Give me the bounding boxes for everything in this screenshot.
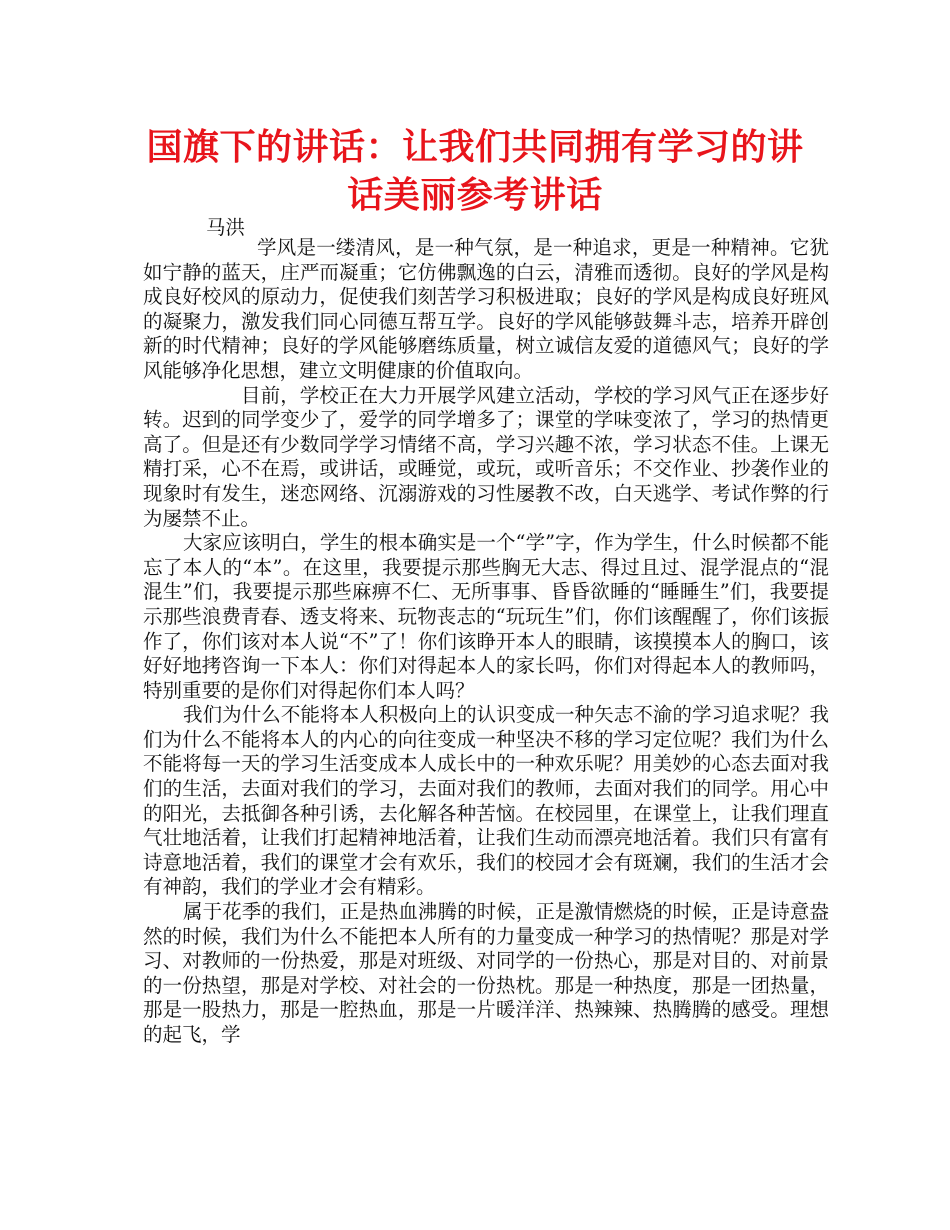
paragraph-2: 目前，学校正在大力开展学风建立活动，学校的学习风气正在逐步好转。迟到的同学变少了，爱学的同学增多了；课堂的学味变浓了，学习的热情更高了。但是还有少数同学学习情绪不高，学习兴趣不浓，学习状态不佳。上课无精打采，心不在焉，或讲话，或睡觉，或玩，或听音乐；不交作业、抄袭作业的现象时有发生，迷恋网络、沉溺游戏的习性屡教不改，白天逃学、考试作弊的行为屡禁不止。 xyxy=(143,383,829,530)
paragraph-4: 我们为什么不能将本人积极向上的认识变成一种矢志不渝的学习追求呢？我们为什么不能将本人的内心的向往变成一种坚决不移的学习定位呢？我们为什么不能将每一天的学习生活变成本人成长中的一种欢乐呢？用美妙的心态去面对我们的生活，去面对我们的学习，去面对我们的教师，去面对我们的同学。用心中的阳光，去抵御各种引诱，去化解各种苦恼。在校园里，在课堂上，让我们理直气壮地活着，让我们打起精神地活着，让我们生动而漂亮地活着。我们只有富有诗意地活着，我们的课堂才会有欢乐，我们的校园才会有斑斓，我们的生活才会有神韵，我们的学业才会有精彩。 xyxy=(143,703,829,899)
author-name: 马洪 xyxy=(206,216,246,239)
paragraph-3: 大家应该明白，学生的根本确实是一个“学”字，作为学生，什么时候都不能忘了本人的“本”。在这里，我要提示那些胸无大志、得过且过、混学混点的“混混生”们，我要提示那些麻痹不仁、无所事事、昏昏欲睡的“睡睡生”们，我要提示那些浪费青春、透支将来、玩物丧志的“玩玩生”们，你们该醒醒了，你们该振作了，你们该对本人说“不”了！你们该睁开本人的眼睛，该摸摸本人的胸口，该好好地拷咨询一下本人：你们对得起本人的家长吗，你们对得起本人的教师吗，特别重要的是你们对得起你们本人吗？ xyxy=(143,531,829,702)
document-title xyxy=(130,124,820,220)
title-line-2: 话美丽参考讲话 xyxy=(347,175,603,216)
title-line-1: 国旗下的讲话：让我们共同拥有学习的讲 xyxy=(146,127,804,168)
paragraph-1: 学风是一缕清风，是一种气氛，是一种追求，更是一种精神。它犹如宁静的蓝天，庄严而凝重；它仿佛飘逸的白云，清雅而透彻。良好的学风是构成良好校风的原动力，促使我们刻苦学习积极进取；良好的学风是构成良好班风的凝聚力，激发我们同心同德互帮互学。良好的学风能够鼓舞斗志，培养开辟创新的时代精神；良好的学风能够磨练质量，树立诚信友爱的道德风气；良好的学风能够净化思想，建立文明健康的价值取向。 xyxy=(143,236,829,382)
paragraph-5: 属于花季的我们，正是热血沸腾的时候，正是激情燃烧的时候，正是诗意盎然的时候，我们为什么不能把本人所有的力量变成一种学习的热情呢？那是对学习、对教师的一份热爱，那是对班级、对同学的一份热心，那是对目的、对前景的一份热望，那是对学校、对社会的一份热枕。那是一种热度，那是一团热量，那是一股热力，那是一腔热血，那是一片暖洋洋、热辣辣、热腾腾的感受。理想的起飞，学 xyxy=(143,900,829,1046)
document-body xyxy=(143,236,829,1048)
